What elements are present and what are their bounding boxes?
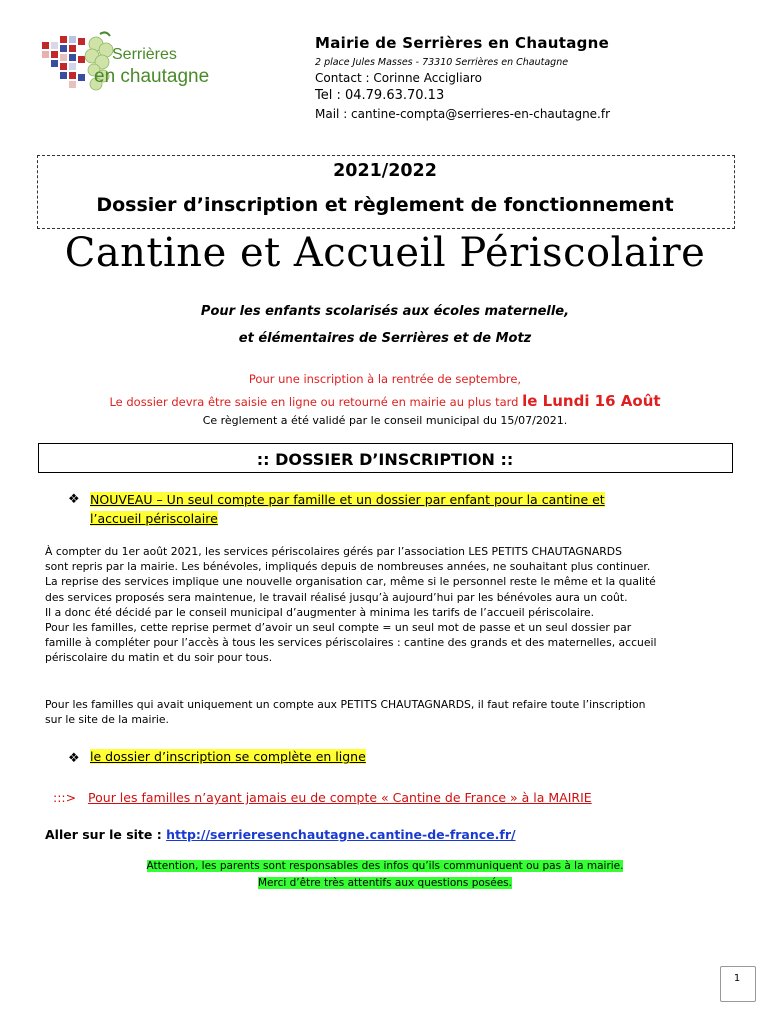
dossier-title: Dossier d’inscription et règlement de fonctionnement [96,194,674,216]
arrow-instruction-text: Pour les familles n’ayant jamais eu de compte « Cantine de France » à la MAIRIE [88,790,592,805]
notice-line-2 [0,392,770,410]
mairie-tel: Tel : 04.79.63.70.13 [315,88,445,103]
paragraph-line: Pour les familles, cette reprise permet d’avoir un seul compte = un seul mot de passe et un seul dossier par [45,621,632,635]
school-year: 2021/2022 [333,161,437,181]
paragraph-line: sur le site de la mairie. [45,713,169,727]
paragraph-refaire [45,697,735,727]
section-title: :: DOSSIER D’INSCRIPTION :: [256,450,514,469]
paragraph-line: Il a donc été décidé par le conseil municipal d’augmenter à minima les tarifs de l’accueil périscolaire. [45,605,595,619]
paragraph-line: des services proposés sera maintenue, le travail réalisé jusqu’à aujourd’hui par les bénévoles aura un coût. [45,590,628,604]
bullet-nouveau [90,490,700,528]
subtitle-line-2: et élémentaires de Serrières et de Motz [238,331,532,346]
paragraph-line: sont repris par la mairie. Les bénévoles, impliqués depuis de nombreuses années, ne souhaitant plus continuer. [45,560,651,574]
page-number: 1 [733,973,741,984]
attention-line-2 [0,877,770,889]
cantine-site-link[interactable]: http://serrieresenchautagne.cantine-de-france.fr/ [166,827,516,842]
validated-note: Ce règlement a été validé par le conseil municipal du 15/07/2021. [202,414,568,427]
mairie-mail: Mail : cantine-compta@serrieres-en-chautagne.fr [315,107,611,121]
mairie-title: Mairie de Serrières en Chautagne [315,34,610,52]
paragraph-line: famille à compléter pour l’accès à tous les services périscolaires : cantine des grands et des maternelles, accueil [45,636,657,650]
logo-text-chautagne: en chautagne [94,66,210,87]
logo-text-serrieres: Serrières [112,46,177,63]
paragraph-line: périscolaire du matin et du soir pour tous. [45,651,273,665]
bullet-nouveau-line-2: l’accueil périscolaire [90,511,218,526]
bullet-en-ligne-text: le dossier d’inscription se complète en ligne [90,749,366,764]
page-number-box [720,966,756,1002]
site-label: Aller sur le site : [45,827,162,842]
diamond-bullet-icon: ❖ [68,492,80,507]
diamond-bullet-icon: ❖ [68,751,80,766]
subtitle-line-1: Pour les enfants scolarisés aux écoles maternelle, [200,304,570,319]
paragraph-line: La reprise des services implique une nouvelle organisation car, même si le personnel reste le même et la qualité [45,575,656,589]
arrow-prefix: :::> [53,790,77,805]
attention-line-1 [0,860,770,872]
bullet-nouveau-line-1: NOUVEAU – Un seul compte par famille et un dossier par enfant pour la cantine et [90,492,605,507]
arrow-instruction [53,790,592,805]
notice-deadline: le Lundi 16 Août [522,392,661,410]
notice-line-1: Pour une inscription à la rentrée de septembre, [248,372,522,386]
mairie-address: 2 place Jules Masses - 73310 Serrières en Chautagne [315,57,569,68]
paragraph-line: Pour les familles qui avait uniquement un compte aux PETITS CHAUTAGNARDS, il faut refaire toute l’inscription [45,698,646,711]
site-line [45,827,516,842]
notice-line-2-text: Le dossier devra être saisie en ligne ou retourné en mairie au plus tard [109,395,519,409]
paragraph-line: À compter du 1er août 2021, les services périscolaires gérés par l’association LES PETITS CHAUTAGNARDS [45,545,622,558]
attention-text-2: Merci d’être très attentifs aux questions posées. [258,877,512,889]
paragraph-reprise [45,544,735,666]
attention-text-1: Attention, les parents sont responsables des infos qu’ils communiquent ou pas à la mairie. [146,860,624,872]
bullet-en-ligne [90,749,366,764]
mairie-contact: Contact : Corinne Accigliaro [315,71,482,85]
page-title: Cantine et Accueil Périscolaire [64,230,706,276]
